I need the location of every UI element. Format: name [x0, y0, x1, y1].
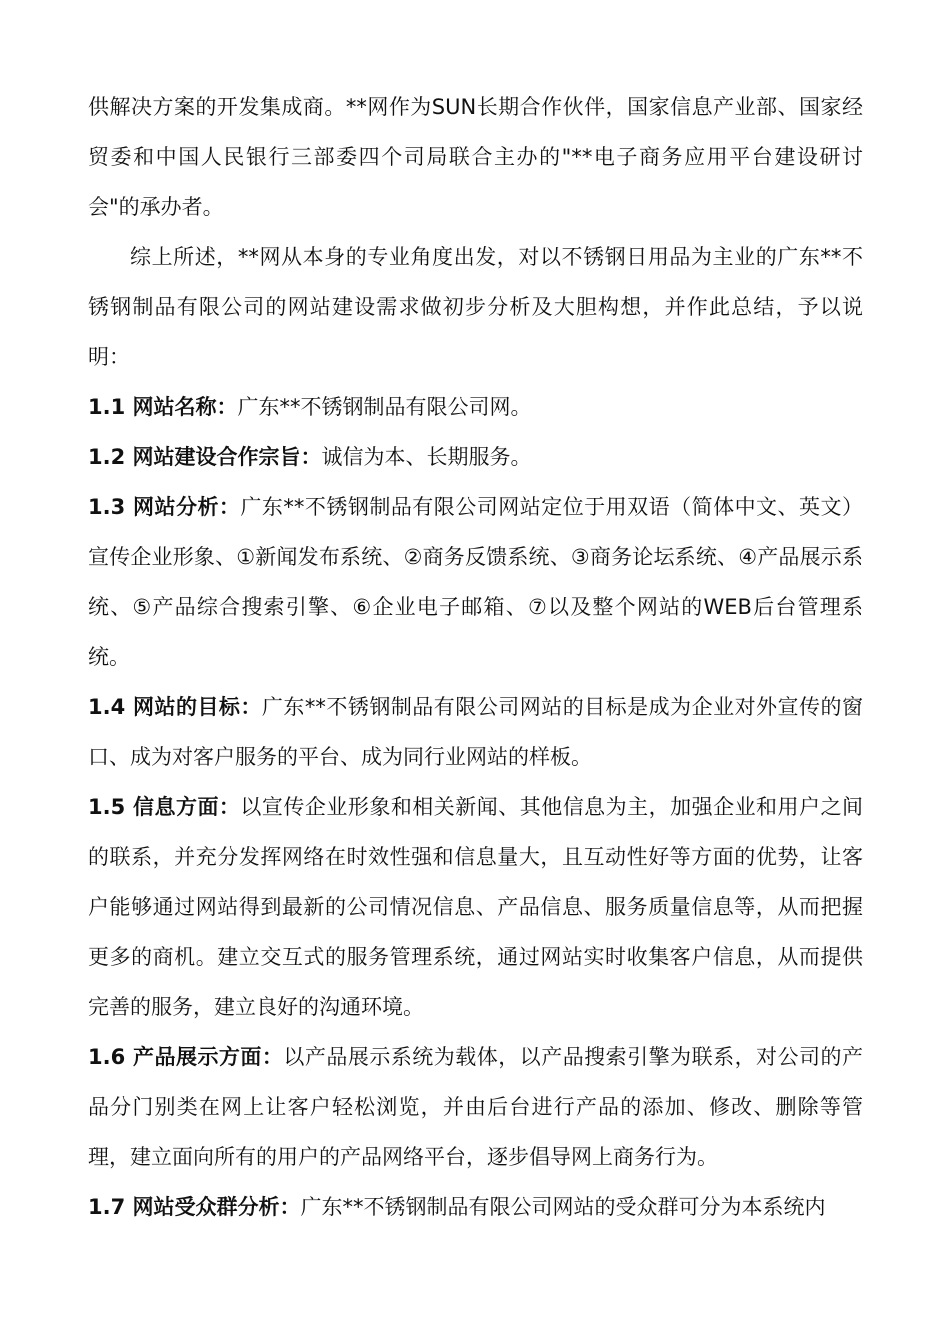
section-body: 广东**不锈钢制品有限公司网站的目标是成为企业对外宣传的窗口、成为对客户服务的平台、成为同行业网站的样板。	[88, 695, 863, 769]
paragraph-intro-continuation	[88, 82, 863, 232]
section-heading: 1.2 网站建设合作宗旨：	[88, 445, 322, 469]
section-1-6	[88, 1032, 863, 1182]
section-1-7	[88, 1182, 863, 1232]
document-body	[88, 82, 863, 1232]
paragraph-summary	[88, 232, 863, 382]
section-heading: 1.6 产品展示方面：	[88, 1045, 284, 1069]
section-1-2	[88, 432, 863, 482]
section-body: 以宣传企业形象和相关新闻、其他信息为主，加强企业和用户之间的联系，并充分发挥网络在时效性强和信息量大，且互动性好等方面的优势，让客户能够通过网站得到最新的公司情况信息、产品信息、服务质量信息等，从而把握更多的商机。建立交互式的服务管理系统，通过网站实时收集客户信息，从而提供完善的服务，建立良好的沟通环境。	[88, 795, 863, 1019]
section-body: 广东**不锈钢制品有限公司网站定位于用双语（简体中文、英文）宣传企业形象、①新闻发布系统、②商务反馈系统、③商务论坛系统、④产品展示系统、⑤产品综合搜索引擎、⑥企业电子邮箱、⑦以及整个网站的WEB后台管理系统。	[88, 495, 863, 669]
section-1-4	[88, 682, 863, 782]
section-1-1	[88, 382, 863, 432]
paragraph-body: 综上所述，**网从本身的专业角度出发，对以不锈钢日用品为主业的广东**不锈钢制品有限公司的网站建设需求做初步分析及大胆构想，并作此总结，予以说明：	[88, 245, 863, 369]
paragraph-body: 供解决方案的开发集成商。**网作为SUN长期合作伙伴，国家信息产业部、国家经贸委和中国人民银行三部委四个司局联合主办的"**电子商务应用平台建设研讨会"的承办者。	[88, 95, 863, 219]
section-heading: 1.3 网站分析：	[88, 495, 241, 519]
section-body: 广东**不锈钢制品有限公司网。	[237, 395, 532, 419]
section-heading: 1.1 网站名称：	[88, 395, 238, 419]
section-heading: 1.4 网站的目标：	[88, 695, 262, 719]
section-heading: 1.7 网站受众群分析：	[88, 1195, 301, 1219]
section-body: 诚信为本、长期服务。	[321, 445, 532, 469]
section-1-3	[88, 482, 863, 682]
section-body: 以产品展示系统为载体，以产品搜索引擎为联系，对公司的产品分门别类在网上让客户轻松浏览，并由后台进行产品的添加、修改、删除等管理，建立面向所有的用户的产品网络平台，逐步倡导网上商务行为。	[88, 1045, 863, 1169]
section-1-5	[88, 782, 863, 1032]
section-heading: 1.5 信息方面：	[88, 795, 241, 819]
section-body: 广东**不锈钢制品有限公司网站的受众群可分为本系统内	[300, 1195, 826, 1219]
